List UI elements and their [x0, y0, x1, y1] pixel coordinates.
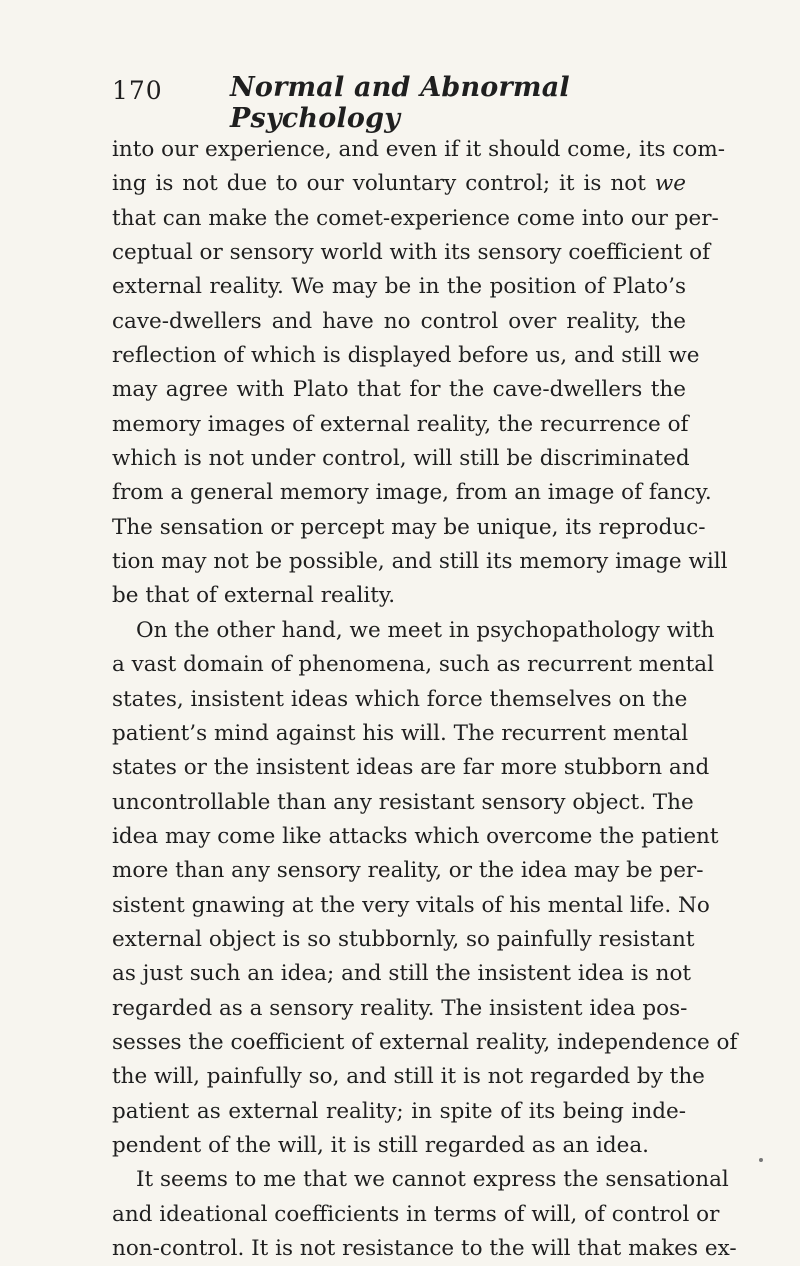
text-line: uncontrollable than any resistant sensory object. The	[112, 789, 694, 815]
text-line: cave-dwellers and have no control over reality, the	[112, 308, 686, 334]
text-line: patient as external reality; in spite of its being inde-	[112, 1098, 686, 1124]
text-line: memory images of external reality, the recurrence of	[112, 411, 689, 437]
body-text	[112, 133, 738, 1266]
text-line: which is not under control, will still be discriminated	[112, 446, 690, 472]
text-line: the will, painfully so, and still it is not regarded by the	[112, 1064, 705, 1090]
text-line: sesses the coefficient of external reality, independence of	[112, 1029, 738, 1055]
text-line: On the other hand, we meet in psychopathology with	[136, 617, 715, 643]
text-line-segment: ing is not due to our voluntary control; it is not	[112, 171, 655, 197]
running-head	[112, 68, 672, 134]
text-line: be that of external reality.	[112, 583, 396, 609]
text-line: a vast domain of phenomena, such as recurrent mental	[112, 652, 714, 678]
text-line: sistent gnawing at the very vitals of his mental life. No	[112, 892, 710, 918]
text-line: states, insistent ideas which force themselves on the	[112, 686, 688, 712]
text-line: pendent of the will, it is still regarded as an idea.	[112, 1132, 649, 1158]
text-line: into our experience, and even if it should come, its com-	[112, 137, 726, 162]
text-line: idea may come like attacks which overcome the patient	[112, 823, 719, 849]
text-line	[112, 167, 686, 201]
running-title: Normal and Abnormal Psychology	[230, 72, 570, 134]
text-line: may agree with Plato that for the cave-dwellers the	[112, 377, 686, 403]
text-line: non-control. It is not resistance to the will that makes ex-	[112, 1236, 737, 1261]
text-line: It seems to me that we cannot express the sensational	[136, 1167, 729, 1193]
margin-speck	[759, 1158, 763, 1162]
text-line: and ideational coefficients in terms of will, of control or	[112, 1201, 720, 1227]
text-line: from a general memory image, from an image of fancy.	[112, 480, 712, 506]
text-line: external reality. We may be in the position of Plato’s	[112, 274, 686, 300]
text-line: more than any sensory reality, or the idea may be per-	[112, 858, 704, 884]
text-line: regarded as a sensory reality. The insistent idea pos-	[112, 995, 688, 1021]
text-line: as just such an idea; and still the insistent idea is not	[112, 961, 692, 987]
text-line: reflection of which is displayed before us, and still we	[112, 343, 700, 369]
text-line: tion may not be possible, and still its memory image will	[112, 549, 728, 575]
text-line: The sensation or percept may be unique, its reproduc-	[112, 514, 706, 540]
text-line: that can make the comet-experience come into our per-	[112, 205, 719, 231]
page-number: 170	[112, 76, 163, 105]
text-line: ceptual or sensory world with its sensory coefficient of	[112, 240, 711, 266]
text-line: states or the insistent ideas are far more stubborn and	[112, 755, 710, 781]
text-line: external object is so stubbornly, so painfully resistant	[112, 926, 695, 952]
text-line: patient’s mind against his will. The recurrent mental	[112, 720, 689, 746]
italic-emphasis: we	[654, 171, 686, 197]
